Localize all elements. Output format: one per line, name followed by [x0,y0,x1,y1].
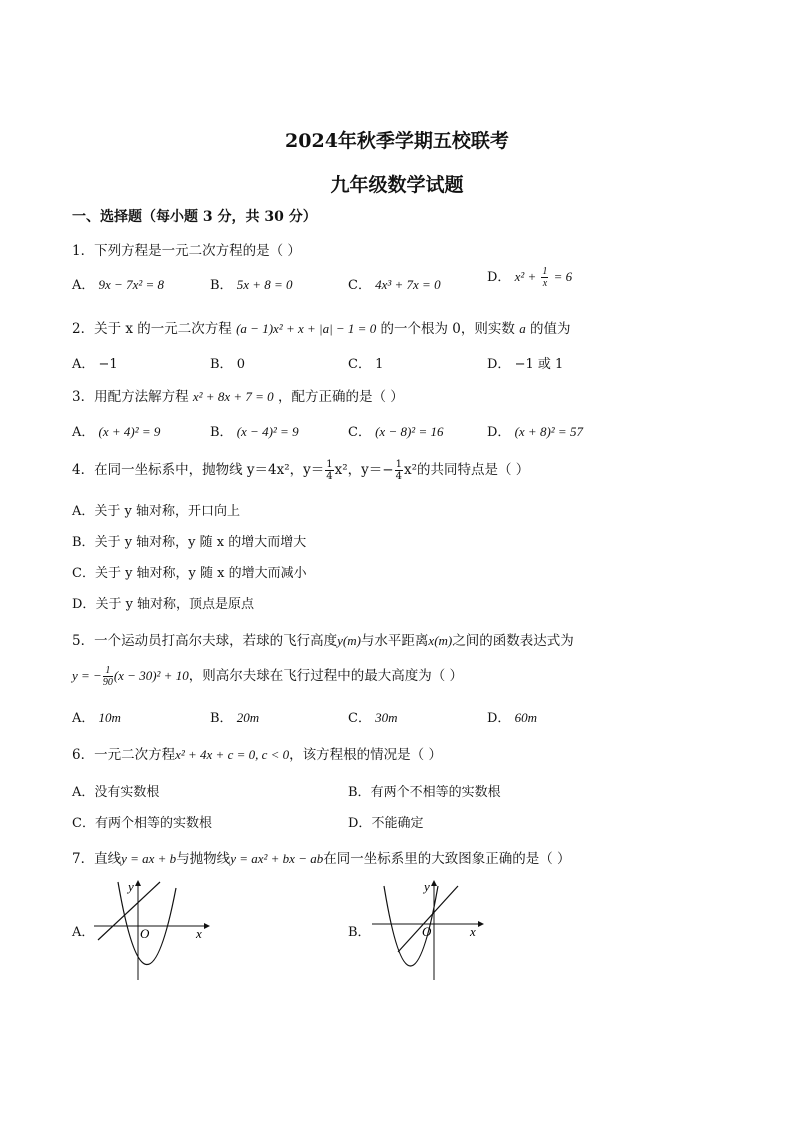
q6-option-d[interactable] [348,812,423,831]
x-axis-label: x [196,926,202,941]
fraction-one-quarter [325,459,333,482]
option-label: C． [348,357,371,372]
q6-option-a[interactable] [72,781,159,800]
option-text: (x − 4)² = 9 [236,424,299,439]
option-label: C． [348,278,371,293]
fraction-denominator: x [542,278,548,289]
stem-equation: y = ax + b [121,851,177,866]
option-label: C． [348,425,371,440]
stem-text: x²的共同特点是（ ） [403,462,530,478]
option-label: A． [72,278,95,293]
question-6-stem [72,743,442,763]
q4-option-d[interactable] [72,593,254,612]
q4-option-b[interactable] [72,531,306,550]
question-5-stem [72,629,574,649]
option-text: 10m [98,710,121,725]
stem-text: 5．一个运动员打高尔夫球，若球的飞行高度 [72,633,338,649]
q7-graph-a[interactable] [92,876,212,982]
q1-option-b[interactable] [210,274,293,293]
q7-option-b-label[interactable]: B． [348,925,371,940]
q5-option-d[interactable] [487,707,537,726]
option-label: A． [72,711,95,726]
y-axis-label: y [424,879,430,894]
question-7-stem [72,847,571,867]
stem-text: 6．一元二次方程 [72,747,176,763]
stem-equation: y = ax² + bx − ab [230,851,324,866]
option-label: B． [210,711,233,726]
q6-option-c[interactable] [72,812,212,831]
option-label: D． [487,357,511,372]
stem-text: x²，y＝− [334,462,394,478]
q2-option-d[interactable] [487,353,563,372]
option-text: 9x − 7x² = 8 [98,277,165,292]
option-text: −1 [98,357,118,372]
option-label: B． [210,357,233,372]
option-text: 关于 y 轴对称，y 随 x 的增大而增大 [94,535,307,550]
q3-option-a[interactable] [72,421,160,440]
option-label: B． [348,785,371,800]
stem-variable: y(m) [337,633,361,648]
fraction-numerator: 1 [395,459,402,470]
q4-option-c[interactable] [72,562,307,581]
option-label: C． [72,816,95,831]
option-text: (x − 8)² = 16 [375,424,444,439]
option-text: 有两个不相等的实数根 [370,785,501,800]
x-axis-arrow-icon [204,923,210,929]
q3-option-c[interactable] [348,421,443,440]
stem-text: 的一个根为 0，则实数 [380,321,515,337]
question-1-stem: 1．下列方程是一元二次方程的是（ ） [72,243,301,259]
q4-option-a[interactable] [72,500,240,519]
option-label: D． [487,425,511,440]
stem-variable: x(m) [428,633,453,648]
option-text: 5x + 8 = 0 [236,277,293,292]
q7-graph-b[interactable] [370,876,490,982]
section-heading: 一、选择题（每小题 3 分，共 30 分） [72,209,317,225]
option-text: 没有实数根 [94,785,160,800]
fraction [541,266,548,289]
x-axis-label: x [470,924,476,939]
fraction-one-ninetieth [103,665,113,688]
stem-equation: (a − 1)x² + x + |a| − 1 = 0 [236,321,377,336]
x-axis-arrow-icon [478,921,484,927]
stem-variable: a [519,321,526,336]
stem-text: 与水平距离 [360,633,429,649]
option-text: (x + 8)² = 57 [514,424,583,439]
q1-option-a[interactable] [72,274,164,293]
q2-option-c[interactable] [348,353,383,372]
option-tail: = 6 [553,269,573,284]
option-text: x² + [514,269,537,284]
q6-option-b[interactable] [348,781,501,800]
stem-text: 2．关于 x 的一元二次方程 [72,321,232,337]
y-axis-arrow-icon [431,880,437,886]
option-label: B． [210,425,233,440]
fraction-denominator: 4 [326,471,333,482]
q2-option-a[interactable] [72,353,118,372]
option-text: 20m [236,710,260,725]
option-text: 60m [514,710,537,725]
fraction-one-quarter [395,459,403,482]
stem-equation: x² + 4x + c = 0, c < 0 [175,747,290,762]
question-2-stem [72,317,570,337]
question-4-stem [72,458,529,482]
q3-option-d[interactable] [487,421,583,440]
option-text: (x + 4)² = 9 [98,424,161,439]
option-label: A． [72,504,95,519]
option-label: B． [72,535,95,550]
option-text: 关于 y 轴对称，y 随 x 的增大而减小 [94,566,307,581]
stem-text: ，配方正确的是（ ） [277,389,404,405]
option-text: −1 或 1 [514,357,564,372]
q7-option-a-label[interactable]: A． [72,925,95,940]
fraction-numerator: 1 [542,266,548,277]
stem-text: ，则高尔夫球在飞行过程中的最大高度为（ ） [188,668,463,684]
option-text: 有两个相等的实数根 [94,816,212,831]
fraction-denominator: 4 [395,471,402,482]
option-text: 不能确定 [371,816,424,831]
option-label: D． [487,711,511,726]
equation-part: (x − 30)² + 10 [113,668,189,683]
stem-text: ，该方程根的情况是（ ） [289,747,442,763]
q5-option-a[interactable] [72,707,121,726]
option-label: A． [72,785,95,800]
stem-text: 7．直线 [72,851,122,867]
option-label: D． [487,270,511,285]
stem-text: 之间的函数表达式为 [452,633,574,649]
fraction-numerator: 1 [103,665,113,677]
option-label: A． [72,357,95,372]
line-graph [398,886,458,952]
q1-option-d[interactable] [487,266,572,289]
option-label: C． [348,711,371,726]
origin-label: O [422,924,432,939]
q3-option-b[interactable] [210,421,299,440]
question-3-stem [72,385,404,405]
option-text: 1 [375,357,384,372]
origin-label: O [140,926,150,941]
stem-equation: x² + 8x + 7 = 0 [192,389,274,404]
q5-option-b[interactable] [210,707,259,726]
q2-option-b[interactable] [210,353,245,372]
stem-text: 在同一坐标系里的大致图象正确的是（ ） [323,851,571,867]
option-label: D． [348,816,372,831]
exam-title: 2024年秋季学期五校联考 [285,130,509,152]
fraction-numerator: 1 [326,459,333,470]
stem-text: 的值为 [529,321,571,337]
option-label: C． [72,566,95,581]
stem-text: 与抛物线 [176,851,231,867]
y-axis-label: y [128,879,134,894]
y-axis-arrow-icon [135,880,141,886]
option-text: 4x³ + 7x = 0 [375,277,441,292]
q1-option-c[interactable] [348,274,441,293]
equation-part: y = − [72,668,102,683]
stem-text: 4．在同一坐标系中，抛物线 y＝4x²，y＝ [72,462,325,478]
stem-text: 3．用配方法解方程 [72,389,189,405]
question-5-equation [72,664,463,688]
option-label: A． [72,425,95,440]
option-label: D． [72,597,96,612]
option-text: 30m [375,710,398,725]
exam-subtitle: 九年级数学试题 [330,174,464,196]
q5-option-c[interactable] [348,707,397,726]
fraction-denominator: 90 [102,677,113,688]
option-label: B． [210,278,233,293]
option-text: 关于 y 轴对称，开口向上 [94,504,240,519]
option-text: 0 [236,357,245,372]
option-text: 关于 y 轴对称，顶点是原点 [95,597,255,612]
